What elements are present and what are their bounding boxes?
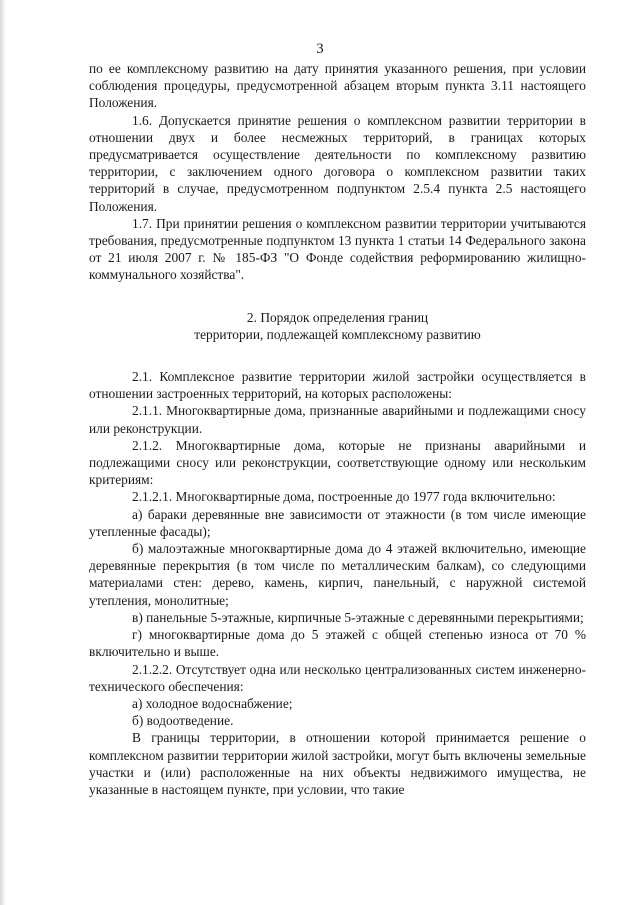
- paragraph-granitsy: В границы территории, в отношении которой принимается решение о комплексном развитии территории жилой застройки, могут быть включены земельные участки и (или) расположенные на них объекты недвижимого имущества, не указанные в настоящем пункте, при условии, что такие: [89, 730, 586, 797]
- paragraph-1-7: 1.7. При принятии решения о комплексном развитии территории учитываются требования, предусмотренные подпунктом 13 пункта 1 статьи 14 Федерального закона от 21 июля 2007 г. № 185-ФЗ "О Фонде содействия реформированию жилищно-коммунального хозяйства".: [89, 215, 586, 283]
- section-title: [89, 309, 586, 343]
- document-body: [89, 60, 586, 798]
- section-title-line1: 2. Порядок определения границ: [246, 309, 429, 325]
- item-2-1-2-1: 2.1.2.1. Многоквартирные дома, построенные до 1977 года включительно:: [132, 489, 556, 505]
- item-b-vodootvedenie: б) водоотведение.: [132, 713, 234, 729]
- scan-edge-shadow: [0, 0, 6, 905]
- section-title-line2: территории, подлежащей комплексному развитию: [194, 326, 481, 342]
- paragraph-continuation: по ее комплексному развитию на дату принятия указанного решения, при условии соблюдения процедуры, предусмотренной абзацем вторым пункта 3.11 настоящего Положения.: [89, 61, 586, 111]
- item-v-panelnye: в) панельные 5-этажные, кирпичные 5-этажные с деревянными перекрытиями;: [132, 609, 584, 625]
- item-b-maloetazhnye: б) малоэтажные многоквартирные дома до 4 этажей включительно, имеющие деревянные перекрытия (в том числе по металлическим балкам), со следующими материалами стен: дерево, камень, кирпич, панельный, с наружной системой утепления, монолитные;: [89, 541, 586, 608]
- item-2-1-2-2: 2.1.2.2. Отсутствует одна или несколько централизованных систем инженерно-технического обеспечения:: [89, 661, 586, 694]
- item-2-1-2: 2.1.2. Многоквартирные дома, которые не признаны аварийными и подлежащими сносу или реконструкции, соответствующие одному или нескольким критериям:: [89, 437, 586, 488]
- item-2-1-1: 2.1.1. Многоквартирные дома, признанные аварийными и подлежащими сносу или реконструкции.: [89, 403, 586, 436]
- item-a-vodosnabzhenie: а) холодное водоснабжение;: [132, 695, 293, 711]
- paragraph-1-6: 1.6. Допускается принятие решения о комплексном развитии территории в отношении двух и более несмежных территорий, в границах которых предусматривается осуществление деятельности по комплексному развитию территории, с заключением одного договора о комплексном развитии таких территорий в случае, предусмотренном подпунктом 2.5.4 пункта 2.5 настоящего Положения.: [89, 112, 586, 214]
- page-number: 3: [316, 41, 324, 57]
- item-g-iznos: г) многоквартирные дома до 5 этажей с общей степенью износа от 70 % включительно и выше.: [89, 627, 586, 660]
- item-2-1: 2.1. Комплексное развитие территории жилой застройки осуществляется в отношении застроенных территорий, на которых расположены:: [89, 369, 586, 402]
- item-a-baraki: а) бараки деревянные вне зависимости от этажности (в том числе имеющие утепленные фасады);: [89, 506, 586, 539]
